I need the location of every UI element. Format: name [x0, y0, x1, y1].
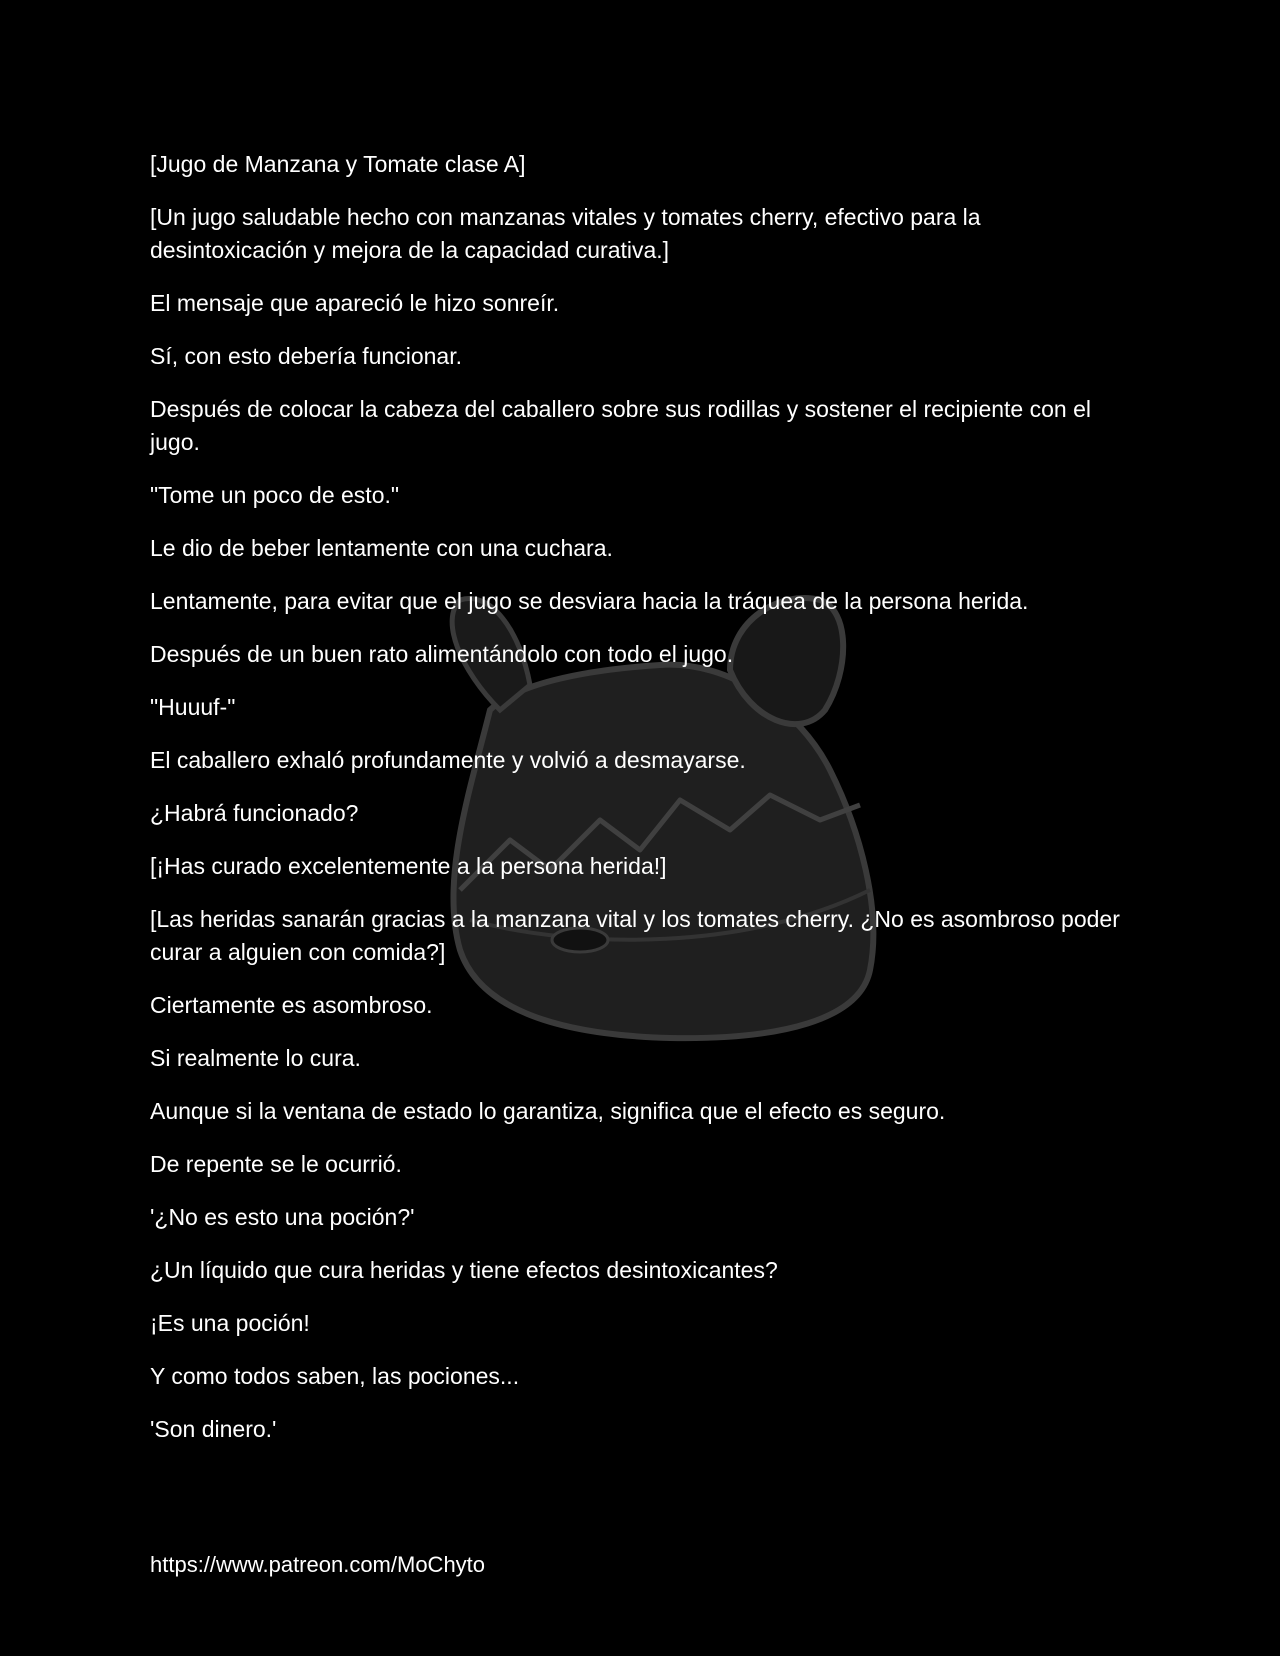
story-paragraph: Si realmente lo cura. [150, 1045, 361, 1071]
story-paragraph: Sí, con esto debería funcionar. [150, 343, 462, 369]
story-text [150, 148, 1140, 1466]
story-paragraph: ¿Habrá funcionado? [150, 800, 359, 826]
story-paragraph: [Las heridas sanarán gracias a la manzana vital y los tomates cherry. ¿No es asombroso poder curar a alguien con comida?] [150, 906, 1120, 965]
story-paragraph: El caballero exhaló profundamente y volvió a desmayarse. [150, 747, 746, 773]
story-paragraph: De repente se le ocurrió. [150, 1151, 402, 1177]
story-paragraph: Después de colocar la cabeza del caballero sobre sus rodillas y sostener el recipiente con el jugo. [150, 396, 1091, 455]
story-paragraph: Le dio de beber lentamente con una cuchara. [150, 535, 613, 561]
story-paragraph: ¿Un líquido que cura heridas y tiene efectos desintoxicantes? [150, 1257, 778, 1283]
story-paragraph: [Un jugo saludable hecho con manzanas vitales y tomates cherry, efectivo para la desintoxicación y mejora de la capacidad curativa.] [150, 204, 981, 263]
story-paragraph: Aunque si la ventana de estado lo garantiza, significa que el efecto es seguro. [150, 1098, 946, 1124]
story-paragraph: Lentamente, para evitar que el jugo se desviara hacia la tráquea de la persona herida. [150, 588, 1029, 614]
story-paragraph: [Jugo de Manzana y Tomate clase A] [150, 151, 526, 177]
story-paragraph: '¿No es esto una poción?' [150, 1204, 415, 1230]
patreon-link[interactable]: https://www.patreon.com/MoChyto [150, 1552, 486, 1577]
story-paragraph: 'Son dinero.' [150, 1416, 277, 1442]
story-paragraph: ¡Es una poción! [150, 1310, 310, 1336]
story-paragraph: Ciertamente es asombroso. [150, 992, 433, 1018]
story-paragraph: Después de un buen rato alimentándolo con todo el jugo. [150, 641, 734, 667]
story-paragraph: Y como todos saben, las pociones... [150, 1363, 520, 1389]
story-paragraph: "Huuuf-" [150, 694, 236, 720]
story-paragraph: El mensaje que apareció le hizo sonreír. [150, 290, 560, 316]
story-paragraph: [¡Has curado excelentemente a la persona herida!] [150, 853, 667, 879]
story-paragraph: "Tome un poco de esto." [150, 482, 400, 508]
